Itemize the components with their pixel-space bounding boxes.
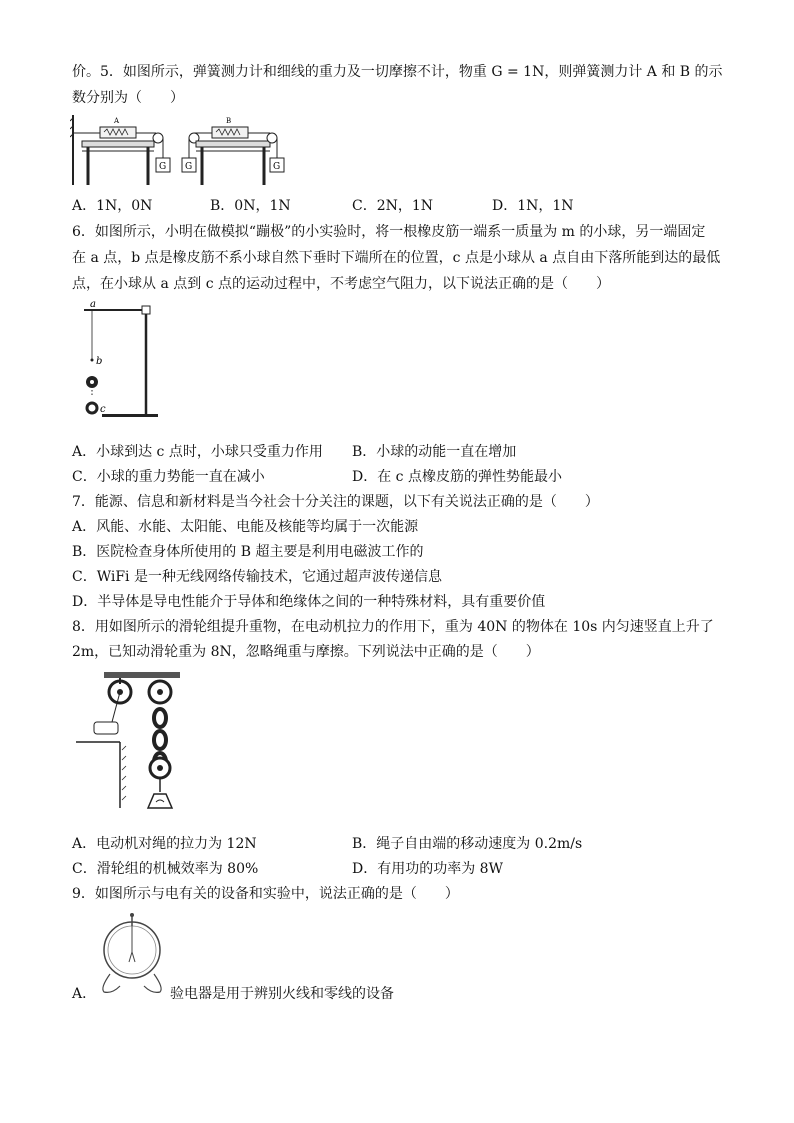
- q5-weight-2: G: [185, 162, 193, 172]
- q6-label-a: a: [90, 300, 96, 310]
- q6-option-b[interactable]: B．小球的动能一直在增加: [352, 444, 517, 460]
- q8-option-d[interactable]: D．有用功的功率为 8W: [352, 861, 503, 877]
- q5-option-a[interactable]: A．1N，0N: [72, 198, 153, 214]
- q6-stem-line2: 在 a 点，b 点是橡皮筋不系小球自然下垂时下端所在的位置，c 点是小球从 a 点自由下落所能到达的最低: [72, 250, 721, 266]
- q6-option-a[interactable]: A．小球到达 c 点时，小球只受重力作用: [72, 444, 323, 460]
- q9-stem: 9．如图所示与电有关的设备和实验中，说法正确的是（ ）: [72, 886, 459, 902]
- q8-stem-line2: 2m，已知动滑轮重为 8N，忽略绳重与摩擦。下列说法中正确的是（ ）: [72, 644, 540, 660]
- q8-option-b[interactable]: B．绳子自由端的移动速度为 0.2m/s: [352, 836, 583, 852]
- q5-stem-line1: 价。5．如图所示，弹簧测力计和细线的重力及一切摩擦不计，物重 G = 1N，则弹簧测力计 A 和 B 的示: [72, 64, 723, 80]
- q8-figure: [72, 670, 192, 820]
- q9-option-a-letter[interactable]: A．: [72, 986, 97, 1002]
- q8-stem-line1: 8．用如图所示的滑轮组提升重物，在电动机拉力的作用下，重为 40N 的物体在 10s 内匀速竖直上升了: [72, 619, 714, 635]
- q5-label-b: B: [226, 117, 232, 125]
- q7-option-d[interactable]: D．半导体是导电性能介于导体和绝缘体之间的一种特殊材料，具有重要价值: [72, 594, 546, 610]
- q9-option-a-text[interactable]: 验电器是用于辨别火线和零线的设备: [170, 986, 394, 1002]
- q9-electroscope-figure: [98, 912, 168, 1004]
- q5-label-a: A: [114, 117, 120, 125]
- q5-option-b[interactable]: B．0N，1N: [210, 198, 291, 214]
- q5-stem-line2: 数分别为（ ）: [72, 90, 184, 106]
- q8-option-a[interactable]: A．电动机对绳的拉力为 12N: [72, 836, 257, 852]
- q6-stem-line1: 6．如图所示，小明在做模拟“蹦极”的小实验时，将一根橡皮筋一端系一质量为 m 的小球，另一端固定: [72, 224, 706, 240]
- q7-stem: 7．能源、信息和新材料是当今社会十分关注的课题，以下有关说法正确的是（ ）: [72, 494, 599, 510]
- q5-weight-3: G: [273, 162, 281, 172]
- q5-figure: [70, 113, 290, 188]
- q6-stem-line3: 点，在小球从 a 点到 c 点的运动过程中，不考虑空气阻力，以下说法正确的是（ ）: [72, 276, 610, 292]
- q5-option-d[interactable]: D．1N，1N: [492, 198, 574, 214]
- q5-option-c[interactable]: C．2N，1N: [352, 198, 434, 214]
- q7-option-c[interactable]: C．WiFi 是一种无线网络传输技术，它通过超声波传递信息: [72, 569, 442, 585]
- q6-label-c: c: [100, 404, 106, 415]
- q7-option-a[interactable]: A．风能、水能、太阳能、电能及核能等均属于一次能源: [72, 519, 419, 535]
- q6-label-b: b: [96, 356, 103, 367]
- q8-option-c[interactable]: C．滑轮组的机械效率为 80%: [72, 861, 259, 877]
- q6-option-c[interactable]: C．小球的重力势能一直在减小: [72, 469, 265, 485]
- q7-option-b[interactable]: B．医院检查身体所使用的 B 超主要是利用电磁波工作的: [72, 544, 424, 560]
- q6-figure: [80, 300, 160, 425]
- q6-option-d[interactable]: D．在 c 点橡皮筋的弹性势能最小: [352, 469, 562, 485]
- q5-weight-1: G: [159, 162, 167, 172]
